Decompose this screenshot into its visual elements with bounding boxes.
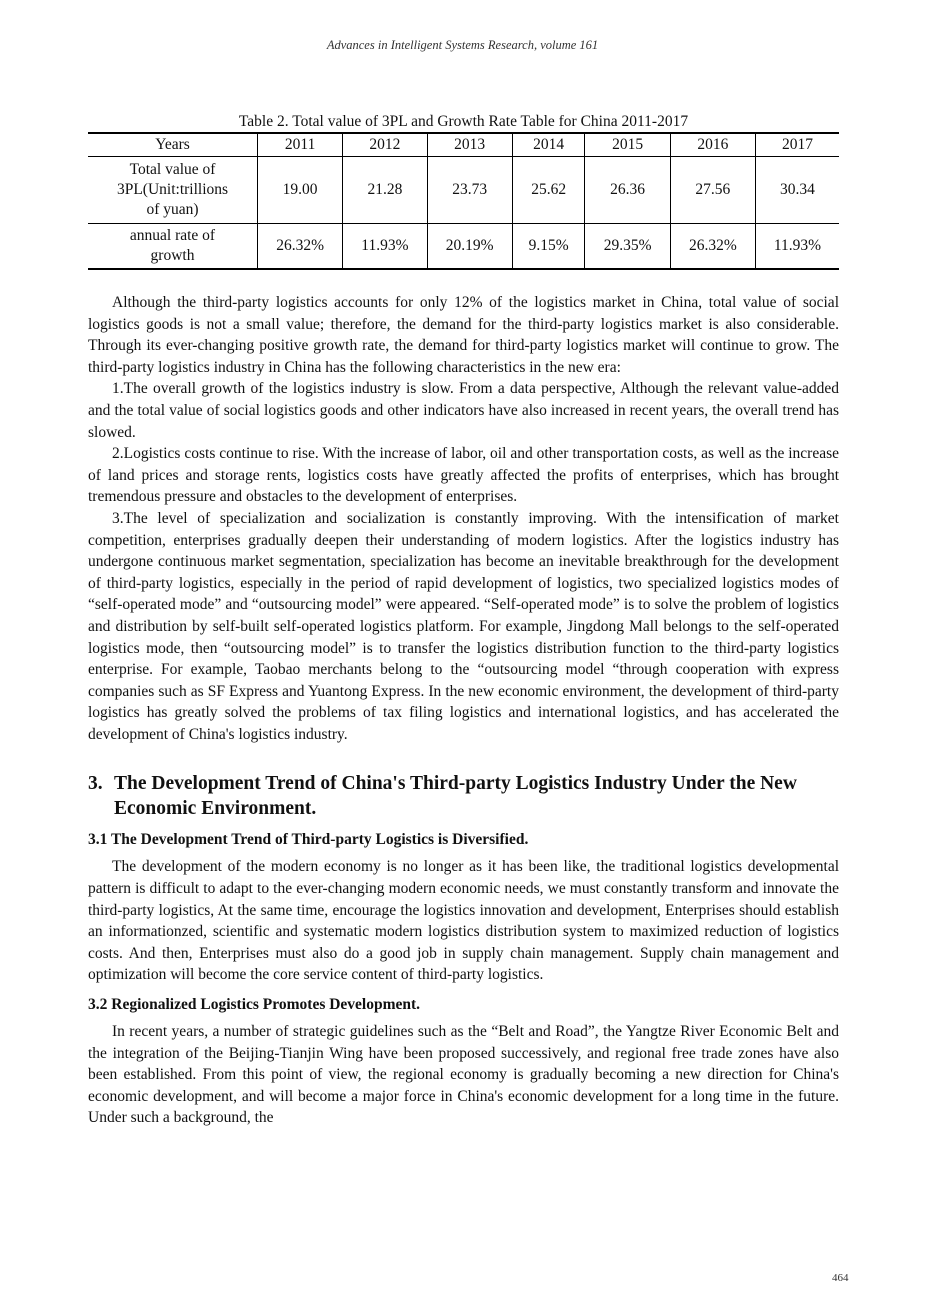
row-label xyxy=(88,157,258,224)
paragraph: In recent years, a number of strategic guidelines such as the “Belt and Road”, the Yangtze River Economic Belt and the integration of the Beijing-Tianjin Wing have been proposed successively, and regional free trade zones have also been established. From this point of view, the regional economy is gradually becoming a new direction for China's economic development, and will become a major force in China's economic development for a long time in the future. Under such a background, the xyxy=(88,1023,839,1127)
row-label-line: annual rate of xyxy=(129,227,216,244)
header-cell: 2015 xyxy=(585,133,670,157)
table-caption: Table 2. Total value of 3PL and Growth Rate Table for China 2011-2017 xyxy=(238,113,689,130)
header-cell: Years xyxy=(88,133,258,157)
table-cell: 27.56 xyxy=(670,157,755,224)
page-number: 464 xyxy=(832,1272,849,1284)
table-cell: 30.34 xyxy=(755,157,839,224)
table-cell: 26.36 xyxy=(585,157,670,224)
header-cell: 2011 xyxy=(258,133,343,157)
paragraph: 2.Logistics costs continue to rise. With the increase of labor, oil and other transportation costs, as well as the increase of land prices and storage rents, logistics costs have greatly affected the profits of enterprises, which has brought tremendous pressure and obstacles to the development of enterprises. xyxy=(88,445,839,506)
paragraph: 1.The overall growth of the logistics industry is slow. From a data perspective, Although the relevant value-added and the total value of social logistics goods and other indicators have also increased in recent years, the overall trend has slowed. xyxy=(88,380,839,441)
header-cell: 2013 xyxy=(427,133,512,157)
body-text xyxy=(88,292,839,745)
row-label-line: growth xyxy=(150,247,195,264)
table-cell: 23.73 xyxy=(427,157,512,224)
row-label-line: of yuan) xyxy=(146,201,199,218)
paragraph: The development of the modern economy is no longer as it has been like, the traditional logistics developmental pattern is difficult to adapt to the ever-changing modern economic needs, we must constantly transform and innovate the third-party logistics, At the same time, encourage the logistics innovation and development, Enterprises should establish an informationzed, scientific and systematic modern logistics distribution system to maximized reduction of logistics costs. And then, Enterprises must also do a good job in supply chain management. Supply chain management and optimization will become the core service content of third-party logistics. xyxy=(88,858,839,984)
header-cell: 2017 xyxy=(755,133,839,157)
growth-table xyxy=(88,132,839,270)
header-cell: 2016 xyxy=(670,133,755,157)
table-cell: 25.62 xyxy=(512,157,585,224)
subsection-heading: 3.2 Regionalized Logistics Promotes Development. xyxy=(88,996,421,1014)
section-number: 3. xyxy=(88,773,103,795)
page-content xyxy=(88,112,839,1129)
section-heading xyxy=(88,771,839,821)
table-row-growth-rate xyxy=(88,224,839,270)
table-cell: 26.32% xyxy=(258,224,343,270)
row-label xyxy=(88,224,258,270)
table-row-total-value xyxy=(88,157,839,224)
paragraph: Although the third-party logistics accounts for only 12% of the logistics market in China, total value of social logistics goods is not a small value; therefore, the demand for the third-party logistics market is also considerable. Through its ever-changing positive growth rate, the demand for third-party logistics market will continue to grow. The third-party logistics industry in China has the following characteristics in the new era: xyxy=(88,294,839,376)
header-cell: 2012 xyxy=(343,133,427,157)
table-cell: 20.19% xyxy=(427,224,512,270)
row-label-line: 3PL(Unit:trillions xyxy=(116,181,229,198)
table-cell: 21.28 xyxy=(343,157,427,224)
table-cell: 19.00 xyxy=(258,157,343,224)
table-cell: 11.93% xyxy=(755,224,839,270)
paragraph: 3.The level of specialization and socialization is constantly improving. With the intensification of market competition, enterprises gradually deepen their understanding of modern logistics. After the logistics industry has undergone continuous market segmentation, specialization has become an inevitable breakthrough for the development of third-party logistics, especially in the period of rapid development of logistics, two specialized logistics modes of “self-operated mode” and “outsourcing model” were appeared. “Self-operated mode” is to solve the problem of logistics and distribution by self-built self-operated logistics platform. For example, Jingdong Mall belongs to the self-operated logistics mode, then “outsourcing model” is to transfer the logistics distribution function to the third-party logistics enterprise. For example, Taobao merchants belong to the “outsourcing model “through cooperation with express companies such as SF Express and Yuantong Express. In the new economic environment, the development of third-party logistics has greatly solved the problems of tax filing logistics and international logistics, and has accelerated the development of China's logistics industry. xyxy=(88,509,839,743)
table-header-row xyxy=(88,133,839,157)
table-cell: 29.35% xyxy=(585,224,670,270)
table-cell: 26.32% xyxy=(670,224,755,270)
subsection-heading: 3.1 The Development Trend of Third-party Logistics is Diversified. xyxy=(88,831,529,849)
header-cell: 2014 xyxy=(512,133,585,157)
row-label-line: Total value of xyxy=(129,161,216,178)
section-title: The Development Trend of China's Third-party Logistics Industry Under the New Economic Environment. xyxy=(114,773,797,820)
table-cell: 11.93% xyxy=(343,224,427,270)
table-cell: 9.15% xyxy=(512,224,585,270)
running-head: Advances in Intelligent Systems Research, volume 161 xyxy=(326,38,599,52)
